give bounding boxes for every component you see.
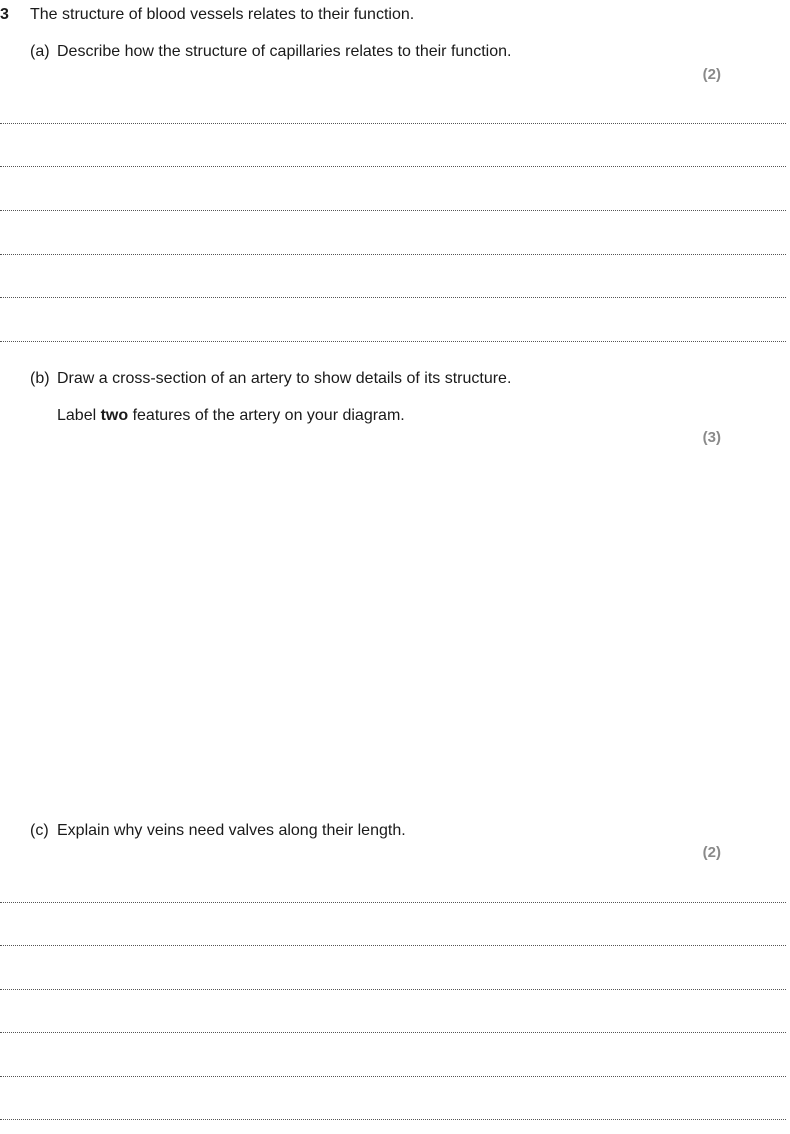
answer-line[interactable] <box>0 341 786 342</box>
part-c-marks: (2) <box>702 844 721 861</box>
answer-line[interactable] <box>0 1076 786 1077</box>
part-a-label: (a) <box>30 43 50 60</box>
question-number: 3 <box>0 6 9 23</box>
answer-line[interactable] <box>0 1032 786 1033</box>
part-b-text: Draw a cross-section of an artery to show details of its structure. <box>57 370 512 387</box>
answer-line[interactable] <box>0 123 786 124</box>
answer-line[interactable] <box>0 989 786 990</box>
answer-line[interactable] <box>0 1119 786 1120</box>
answer-line[interactable] <box>0 166 786 167</box>
part-b-instruction <box>57 407 405 425</box>
part-b-instruction-suffix: features of the artery on your diagram. <box>128 407 405 424</box>
answer-line[interactable] <box>0 254 786 255</box>
part-c-text: Explain why veins need valves along their length. <box>57 822 406 839</box>
part-a-text: Describe how the structure of capillaries relates to their function. <box>57 43 512 60</box>
answer-line[interactable] <box>0 297 786 298</box>
part-b-label: (b) <box>30 370 50 387</box>
answer-line[interactable] <box>0 902 786 903</box>
part-b-instruction-emphasis: two <box>100 407 129 424</box>
question-stem: The structure of blood vessels relates to their function. <box>30 6 415 23</box>
part-c-label: (c) <box>30 822 49 839</box>
part-b-marks: (3) <box>702 429 721 446</box>
diagram-drawing-area[interactable] <box>0 455 786 805</box>
part-a-marks: (2) <box>702 66 721 83</box>
answer-line[interactable] <box>0 210 786 211</box>
answer-line[interactable] <box>0 945 786 946</box>
part-b-instruction-prefix: Label <box>57 407 101 424</box>
